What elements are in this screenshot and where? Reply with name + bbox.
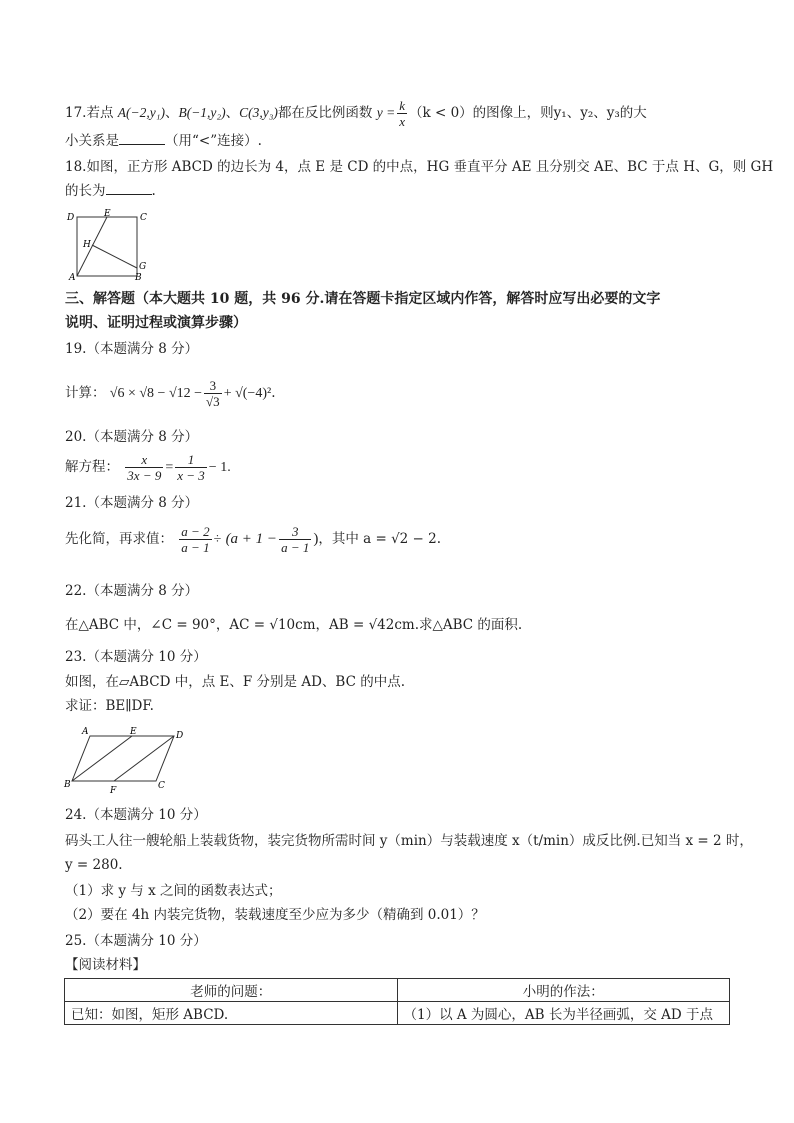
q24-line4: （2）要在 4h 内装完货物，装载速度至少应为多少（精确到 0.01）？ xyxy=(65,907,485,923)
segment-hg xyxy=(92,245,137,268)
segment-ae xyxy=(77,217,107,276)
label-d: D xyxy=(176,731,184,741)
q17-mid: 都在反比例函数 xyxy=(277,105,373,121)
q23-line2: 求证：BE∥DF. xyxy=(65,698,154,714)
label-b: B xyxy=(135,273,142,282)
q21-b-den: a − 1 xyxy=(281,540,310,555)
q17-func-num: k xyxy=(399,98,405,113)
q19-expr1: √6 × √8 − √12 − xyxy=(109,386,203,401)
label-b: B xyxy=(64,780,71,790)
label-c: C xyxy=(158,781,165,791)
q20-equation xyxy=(65,452,231,483)
q17-line2 xyxy=(65,132,262,150)
label-e: E xyxy=(130,727,137,737)
teacher-question-body: 已知：如图，矩形 ABCD. xyxy=(65,1002,398,1025)
q17-func-fraction xyxy=(397,98,407,129)
q17-tail: 的图像上，则y₁、y₂、y₃的大 xyxy=(472,105,647,121)
q17-cond: （k < 0） xyxy=(409,105,473,121)
q21-div: ÷ xyxy=(213,532,222,547)
q20-prefix: 解方程： xyxy=(65,459,119,475)
q19-frac-den: √3 xyxy=(206,394,220,409)
q23-line1: 如图，在▱ABCD 中，点 E、F 分别是 AD、BC 的中点. xyxy=(65,674,405,690)
label-h: H xyxy=(83,240,91,250)
q20-eq: = xyxy=(165,460,174,475)
q21-b-fraction xyxy=(279,524,311,555)
q21-a-den: a − 1 xyxy=(181,540,210,555)
q17-line2-text: 小关系是 xyxy=(65,133,119,149)
q25-material-table xyxy=(64,978,730,1025)
table-row xyxy=(65,979,730,1002)
label-a: A xyxy=(82,727,89,737)
q20-right-fraction xyxy=(175,452,207,483)
q17-prefix: 17.若点 xyxy=(65,105,114,121)
label-c: C xyxy=(140,213,147,223)
xiaoming-method-header: 小明的作法： xyxy=(397,979,730,1002)
label-a: A xyxy=(69,273,76,282)
q17-func-left: y = xyxy=(376,105,396,120)
q18-line2-text: 的长为 xyxy=(65,183,106,199)
q17-point-c: C(3,y₃) xyxy=(239,105,278,120)
q17-line2-tail: （用“<”连接）. xyxy=(165,133,262,149)
label-d: D xyxy=(67,213,75,223)
q20-left-fraction xyxy=(125,452,163,483)
q23-header: 23.（本题满分 10 分） xyxy=(65,649,207,665)
section3-line1: 三、解答题（本大题共 10 题，共 96 分.请在答题卡指定区域内作答，解答时应写出必要的文字 xyxy=(65,291,661,307)
q24-line2: y = 280. xyxy=(65,857,123,873)
q20-l-den: 3x − 9 xyxy=(127,468,162,483)
q19-expression xyxy=(65,378,275,408)
q25-header: 25.（本题满分 10 分） xyxy=(65,933,207,949)
label-g: G xyxy=(139,262,147,272)
q24-line3: （1）求 y 与 x 之间的函数表达式； xyxy=(65,883,282,899)
q20-header: 20.（本题满分 8 分） xyxy=(65,429,199,445)
q18-line1: 18.如图，正方形 ABCD 的边长为 4，点 E 是 CD 的中点，HG 垂直平分 AE 且分别交 AE、BC 于点 H、G，则 GH xyxy=(65,159,774,175)
q17-point-b: B(−1,y₂) xyxy=(178,105,226,120)
q21-prefix: 先化简，再求值： xyxy=(65,531,173,547)
q21-b-num: 3 xyxy=(279,524,311,540)
q21-expression xyxy=(65,524,441,555)
q18-answer-blank[interactable] xyxy=(106,182,152,195)
q19-prefix: 计算： xyxy=(65,385,106,401)
q19-header: 19.（本题满分 8 分） xyxy=(65,341,199,357)
q23-parallelogram-figure xyxy=(62,724,192,796)
label-e: E xyxy=(104,209,111,219)
q21-a-num: a − 2 xyxy=(181,524,210,539)
q21-header: 21.（本题满分 8 分） xyxy=(65,495,199,511)
q22-text: 在△ABC 中，∠C = 90°，AC = √10cm，AB = √42cm.求△ABC 的面积. xyxy=(65,617,523,633)
table-row xyxy=(65,1002,730,1025)
q20-tail: − 1. xyxy=(208,460,231,475)
q25-material: 【阅读材料】 xyxy=(65,957,146,973)
q22-header: 22.（本题满分 8 分） xyxy=(65,583,199,599)
q17-line1: 17.若点 A(−2,y₁)、B(−1,y₂)、C(3,y₃)都在反比例函数 y = $\frac{k}{x}$ （k < 0）的图像上，则y₁、y₂、y₃的大 xyxy=(65,98,647,129)
label-f: F xyxy=(110,786,117,796)
q17-point-a: A(−2,y₁) xyxy=(117,105,165,120)
q18-line2 xyxy=(65,182,156,200)
teacher-question-header: 老师的问题： xyxy=(65,979,398,1002)
section3-line2: 说明、证明过程或演算步骤） xyxy=(65,315,247,331)
q21-tail: ，其中 a = √2 − 2. xyxy=(318,531,442,547)
q17-answer-blank[interactable] xyxy=(119,132,165,145)
q21-paren-right: ) xyxy=(313,531,319,547)
q20-l-num: x xyxy=(125,452,163,468)
q17-func-den: x xyxy=(399,114,405,129)
q20-r-num: 1 xyxy=(175,452,207,468)
q24-line1: 码头工人往一艘轮船上装载货物，装完货物所需时间 y（min）与装载速度 x（t/min）成反比例.已知当 x = 2 时， xyxy=(65,833,753,849)
q19-frac-num: 3 xyxy=(204,378,222,394)
q18-square-figure xyxy=(62,208,152,282)
q19-fraction xyxy=(204,378,222,409)
q21-paren-left: (a + 1 − xyxy=(225,531,278,547)
q21-a-fraction xyxy=(179,524,211,555)
q19-end: . xyxy=(271,385,276,401)
q24-header: 24.（本题满分 10 分） xyxy=(65,807,207,823)
xiaoming-method-body: （1）以 A 为圆心，AB 长为半径画弧，交 AD 于点 xyxy=(397,1002,730,1025)
q19-expr2: + √(−4)² xyxy=(223,386,272,401)
q20-r-den: x − 3 xyxy=(177,468,205,483)
q18-line2-tail: . xyxy=(151,183,156,199)
